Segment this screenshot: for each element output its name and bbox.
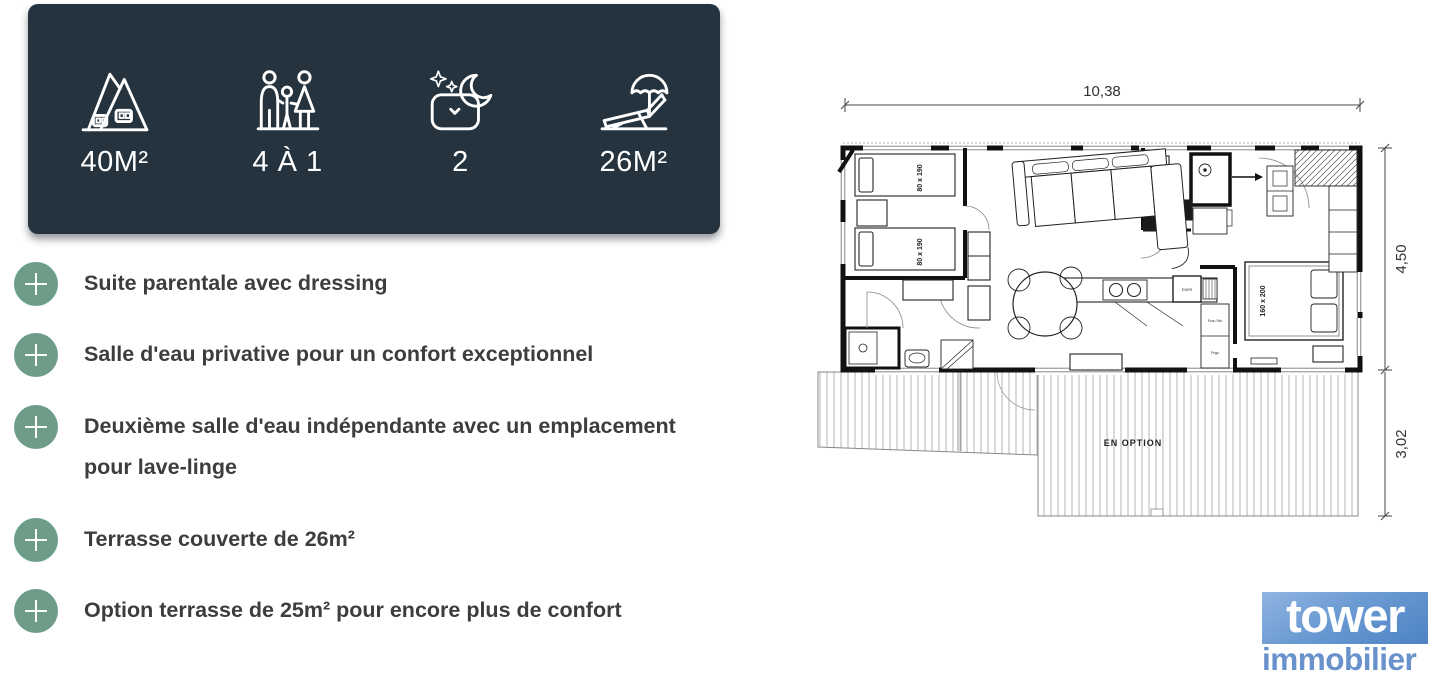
stat-capacity bbox=[201, 65, 374, 179]
brand-name: tower bbox=[1286, 589, 1404, 642]
brand-tagline: immobilier bbox=[1262, 641, 1417, 677]
feature-item bbox=[14, 405, 720, 488]
feature-text: Salle d'eau privative pour un confort exceptionnel bbox=[84, 342, 594, 366]
stats-card bbox=[28, 4, 720, 234]
terrace-icon bbox=[598, 65, 670, 137]
feature-text: Terrasse couverte de 26m² bbox=[84, 527, 355, 551]
feature-item bbox=[14, 333, 720, 377]
feature-item bbox=[14, 262, 720, 306]
sink-label: EVIER bbox=[1181, 288, 1193, 292]
terrace-deck bbox=[818, 372, 1358, 516]
dim-height-terrace: 3,02 bbox=[1393, 429, 1410, 459]
sleep-icon bbox=[425, 65, 497, 137]
capacity-value: 4 À 1 bbox=[252, 146, 323, 178]
floor-plan bbox=[735, 60, 1432, 575]
feature-item bbox=[14, 589, 720, 633]
plus-icon bbox=[14, 405, 58, 449]
feature-text: Suite parentale avec dressing bbox=[84, 271, 388, 295]
plus-icon bbox=[14, 333, 58, 377]
stat-surface bbox=[28, 65, 201, 179]
bed1-label: 80 x 190 bbox=[917, 164, 924, 192]
stat-terrace bbox=[547, 65, 720, 179]
family-icon bbox=[252, 65, 324, 137]
stat-bedrooms bbox=[374, 65, 547, 179]
dim-width: 10,38 bbox=[1083, 83, 1121, 100]
plus-icon bbox=[14, 518, 58, 562]
terrace-value: 26M² bbox=[599, 146, 668, 178]
feature-text: Option terrasse de 25m² pour encore plus de confort bbox=[84, 598, 622, 622]
feature-item bbox=[14, 518, 720, 562]
plus-icon bbox=[14, 262, 58, 306]
feature-text: Deuxième salle d'eau indépendante avec un emplacement pour lave-linge bbox=[84, 414, 676, 479]
fridge-label: Frigo bbox=[1211, 351, 1219, 355]
brand-logo[interactable] bbox=[1262, 589, 1428, 644]
plus-icon bbox=[14, 589, 58, 633]
bedrooms-value: 2 bbox=[452, 146, 469, 178]
oven-label: Four / Mo bbox=[1207, 319, 1223, 323]
cabin-icon bbox=[79, 65, 151, 137]
terrace-option-label: EN OPTION bbox=[1103, 438, 1163, 448]
dim-height-main: 4,50 bbox=[1393, 244, 1410, 274]
surface-value: 40M² bbox=[80, 146, 149, 178]
bed2-label: 80 x 190 bbox=[917, 238, 924, 266]
master-bed-label: 160 x 200 bbox=[1260, 285, 1267, 317]
